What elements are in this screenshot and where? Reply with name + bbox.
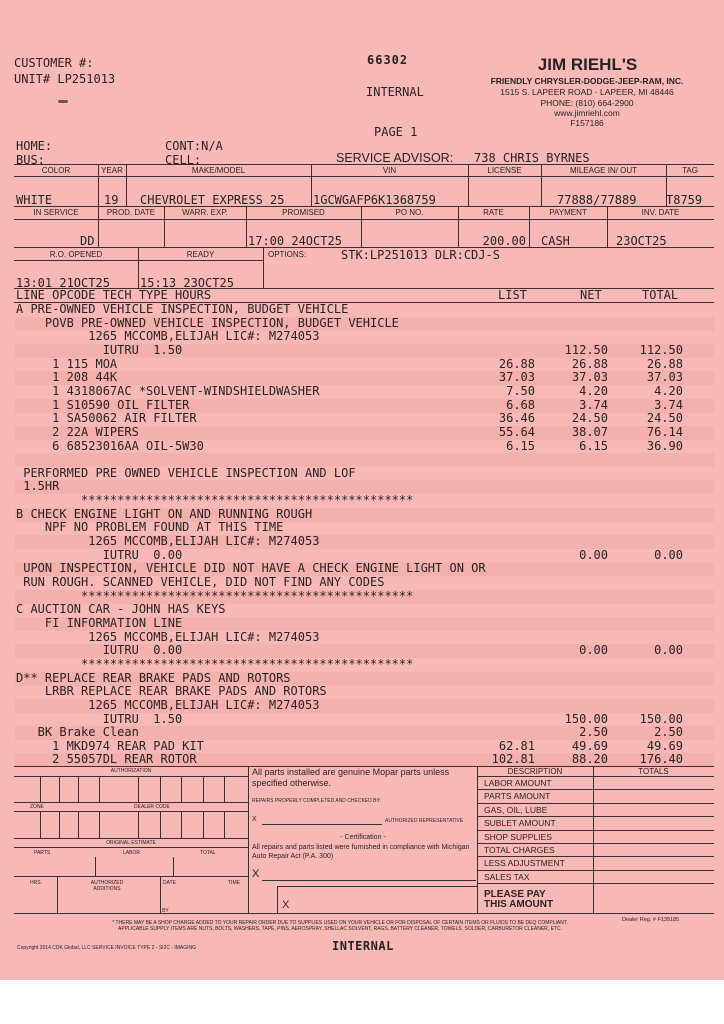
vehicle-make-model: CHEVROLET EXPRESS 25: [140, 193, 285, 207]
line-net: 6.15: [579, 438, 608, 453]
totals-header: TOTALS: [638, 767, 669, 776]
line-text: 1 S10590 OIL FILTER: [16, 397, 190, 412]
ro-opened-value: 13:01 21OCT25: [16, 276, 110, 290]
line-text: NPF NO PROBLEM FOUND AT THIS TIME: [16, 520, 284, 535]
dealer-phone: PHONE: (810) 664-2900: [540, 98, 634, 108]
line-total: 0.00: [654, 643, 683, 658]
dealer-name: JIM RIEHL'S: [537, 55, 638, 74]
line-text: 1 115 MOA: [16, 356, 118, 371]
line-text: IUTRU 0.00: [16, 547, 183, 562]
totals-row-label: TOTAL CHARGES: [484, 845, 555, 855]
payment-value: CASH: [541, 234, 570, 248]
line-net: 112.50: [564, 342, 608, 357]
totals-row-label: LESS ADJUSTMENT: [484, 858, 565, 869]
time-label: TIME: [228, 880, 240, 886]
line-text: UPON INSPECTION, VEHICLE DID NOT HAVE A CHECK ENGINE LIGHT ON OR: [16, 561, 486, 576]
line-net: 49.69: [571, 738, 608, 753]
home-label: HOME:: [16, 139, 53, 153]
authorized-representative-label: AUTHORIZED REPRESENTATIVE: [385, 818, 464, 824]
line-net: 38.07: [571, 424, 608, 439]
x-mark-bottom: X: [282, 899, 290, 911]
fine-print-2: APPLICABLE SUPPLY ITEMS ARE NUTS, BOLTS, WASHERS, TAPE, PINS, AEROSPRAY, SHELLAC SOLVENT, RAGS, BATTERY CLEANER, TOWELS, SOLDER, CARBURETOR CLEANER, ETC.: [118, 926, 562, 932]
warr-exp-header: WARR. EXP.: [182, 208, 228, 217]
line-net: 37.03: [571, 370, 608, 385]
copyright: Copyright 2014 CDK Global, LLC SERVICE INVOICE TYPE 2 - SI2C - IMAGING: [17, 945, 197, 951]
line-net: 0.00: [579, 643, 608, 658]
inv-date-value: 23OCT25: [616, 234, 667, 248]
ro-opened-header: R.O. OPENED: [49, 250, 103, 259]
tag-header: TAG: [682, 166, 698, 175]
repairs-checked-label: REPAIRS PROPERLY COMPLETED AND CHECKED BY:: [252, 798, 381, 804]
line-text: IUTRU 1.50: [16, 342, 183, 357]
line-text: LRBR REPLACE REAR BRAKE PADS AND ROTORS: [16, 684, 327, 699]
zone-label: ZONE: [30, 804, 44, 810]
line-text: **********************************************: [16, 588, 414, 603]
line-total: 0.00: [654, 547, 683, 562]
line-total: 112.50: [639, 342, 683, 357]
inv-date-header: INV. DATE: [641, 208, 680, 217]
po-no-header: PO NO.: [395, 208, 424, 217]
rate-header: RATE: [483, 208, 504, 217]
mileage-header: MILEAGE IN/ OUT: [569, 166, 638, 175]
line-text: 1265 MCCOMB,ELIJAH LIC#: M274053: [16, 629, 320, 644]
line-text: 1.5HR: [16, 479, 60, 494]
ink-mark: [58, 100, 68, 103]
line-net: 3.74: [579, 397, 608, 412]
line-text: 1 SA50062 AIR FILTER: [16, 411, 197, 426]
dealer-website: www.jimriehl.com: [554, 108, 620, 118]
line-text: RUN ROUGH. SCANNED VEHICLE, DID NOT FIND ANY CODES: [16, 575, 385, 589]
totals-row-label: GAS, OIL, LUBE: [484, 804, 548, 815]
line-list: 37.03: [498, 370, 535, 385]
vehicle-tag: T8759: [666, 193, 703, 207]
dealer-address: 1515 S. LAPEER ROAD · LAPEER, MI 48446: [500, 87, 674, 97]
service-advisor-label: SERVICE ADVISOR:: [336, 151, 454, 165]
customer-label: CUSTOMER #:: [14, 56, 94, 70]
prod-date-header: PROD. DATE: [106, 208, 156, 217]
line-total: 2.50: [654, 725, 683, 740]
line-text: POVB PRE-OWNED VEHICLE INSPECTION, BUDGET VEHICLE: [16, 315, 399, 330]
line-text: B CHECK ENGINE LIGHT ON AND RUNNING ROUGH: [16, 506, 313, 521]
line-text: 6 68523016AA OIL-5W30: [16, 438, 204, 453]
line-total: 36.90: [646, 438, 683, 453]
dealer-tagline: FRIENDLY CHRYSLER-DODGE-JEEP-RAM, INC.: [490, 76, 684, 86]
line-text: BK Brake Clean: [16, 725, 139, 740]
total-label: TOTAL: [200, 850, 216, 856]
line-net: 26.88: [571, 356, 608, 371]
line-total: 3.74: [654, 397, 683, 412]
cell-label: CELL:: [165, 153, 202, 167]
color-header: COLOR: [41, 166, 71, 175]
dealer-code-label: DEALER CODE: [134, 804, 170, 810]
page-number: PAGE 1: [374, 125, 418, 139]
unit-number: UNIT# LP251013: [14, 72, 116, 86]
x-mark-mid: X: [252, 868, 260, 880]
ready-header: READY: [186, 250, 215, 259]
line-text: 1 MKD974 REAR PAD KIT: [16, 738, 204, 753]
certification-title: - Certification -: [340, 834, 386, 841]
line-text: 1265 MCCOMB,ELIJAH LIC#: M274053: [16, 697, 320, 712]
line-list: 55.64: [498, 424, 535, 439]
dealer-reg: Dealer Reg. # F135185: [622, 917, 680, 923]
date-label: DATE: [163, 880, 176, 886]
line-text: 1 4318067AC *SOLVENT-WINDSHIELDWASHER: [16, 383, 320, 398]
year-header: YEAR: [101, 166, 123, 175]
line-text: IUTRU 1.50: [16, 711, 183, 726]
in-service-header: IN SERVICE: [33, 208, 79, 217]
by-label: BY: [162, 908, 169, 914]
vin-header: VIN: [382, 166, 397, 175]
line-list: 36.46: [498, 411, 535, 426]
line-total: 37.03: [646, 370, 683, 385]
hrs-label: HRS.: [30, 880, 42, 886]
vehicle-year: 19: [104, 193, 119, 207]
line-text: FI INFORMATION LINE: [16, 615, 183, 630]
line-net: 150.00: [564, 711, 608, 726]
service-advisor-value: 738 CHRIS BYRNES: [474, 151, 590, 165]
line-list: 6.15: [506, 438, 535, 453]
lines-header-net: NET: [580, 288, 602, 302]
line-total: 24.50: [646, 411, 683, 426]
line-text: 2 55057DL REAR ROTOR: [16, 752, 197, 767]
line-text: 1265 MCCOMB,ELIJAH LIC#: M274053: [16, 534, 320, 549]
promised-value: 17:00 24OCT25: [248, 234, 342, 248]
fine-print-1: * THERE MAY BE A SHOP CHARGE ADDED TO YOUR REPAIR ORDER DUE TO SUPPLIES USED ON YOUR VEHICLE OR FOR DISPOSAL OF CERTAIN ITEMS OR FLUIDS TO BE DEQ COMPLIANT.: [112, 920, 568, 926]
line-list: 102.81: [491, 752, 535, 767]
internal-top: INTERNAL: [366, 85, 424, 99]
line-list: 6.68: [506, 397, 535, 412]
ready-value: 15:13 23OCT25: [140, 276, 234, 290]
x-mark-top: X: [252, 816, 257, 823]
mopar-note: All parts installed are genuine Mopar parts unless specified otherwise.: [252, 767, 450, 788]
line-total: 49.69: [646, 738, 683, 753]
vehicle-color: WHITE: [16, 193, 53, 207]
line-list: 7.50: [506, 383, 535, 398]
promised-header: PROMISED: [282, 208, 325, 217]
lines-header-list: LIST: [498, 288, 527, 302]
vehicle-vin: 1GCWGAFP6K1368759: [313, 193, 436, 207]
authorization-label: AUTHORIZATION: [110, 768, 152, 774]
totals-row-label: SUBLET AMOUNT: [484, 818, 556, 829]
line-text: A PRE-OWNED VEHICLE INSPECTION, BUDGET VEHICLE: [16, 302, 349, 316]
options-header: OPTIONS:: [268, 250, 307, 259]
line-total: 76.14: [646, 424, 683, 439]
cont-label: CONT:N/A: [165, 139, 223, 153]
line-text: 2 22A WIPERS: [16, 424, 139, 439]
lines-header-total: TOTAL: [642, 288, 679, 302]
line-text: 1265 MCCOMB,ELIJAH LIC#: M274053: [16, 329, 320, 344]
totals-row-label: SHOP SUPPLIES: [484, 831, 552, 842]
in-service-value: DD: [80, 234, 95, 248]
line-net: 88.20: [571, 752, 608, 767]
totals-row-label: PARTS AMOUNT: [484, 791, 551, 802]
line-total: 150.00: [639, 711, 683, 726]
line-total: 26.88: [646, 356, 683, 371]
this-amount-label: THIS AMOUNT: [484, 899, 554, 910]
parts-label: PARTS: [34, 850, 51, 856]
line-text: PERFORMED PRE OWNED VEHICLE INSPECTION AND LOF: [16, 465, 356, 480]
line-net: 4.20: [579, 383, 608, 398]
payment-header: PAYMENT: [549, 208, 587, 217]
internal-bottom: INTERNAL: [332, 939, 394, 953]
line-list: 26.88: [498, 356, 535, 371]
ro-number: 66302: [367, 53, 409, 67]
options-value: STK:LP251013 DLR:CDJ-S: [341, 248, 500, 262]
line-net: 24.50: [571, 411, 608, 426]
dealer-code: F157186: [570, 118, 604, 128]
line-list: 62.81: [498, 738, 535, 753]
vehicle-mileage: 77888/77889: [557, 193, 637, 207]
bus-label: BUS:: [16, 153, 45, 167]
line-text: **********************************************: [16, 493, 414, 508]
totals-row-label: SALES TAX: [484, 871, 530, 882]
line-total: 4.20: [654, 383, 683, 398]
authorized-additions-label: AUTHORIZED ADDITIONS: [90, 880, 124, 892]
totals-row-label: LABOR AMOUNT: [484, 778, 552, 788]
license-header: LICENSE: [487, 166, 522, 175]
please-pay-label: PLEASE PAY: [484, 889, 546, 900]
original-estimate-label: ORIGINAL ESTIMATE: [106, 840, 156, 846]
lines-header-left: LINE OPCODE TECH TYPE HOURS: [16, 288, 212, 302]
line-text: 1 208 44K: [16, 370, 118, 385]
labor-label: LABOR: [123, 850, 140, 856]
line-text: **********************************************: [16, 656, 414, 671]
line-net: 2.50: [579, 725, 608, 740]
make-model-header: MAKE/MODEL: [191, 166, 246, 175]
rate-value: 200.00: [482, 234, 526, 248]
line-net: 0.00: [579, 547, 608, 562]
line-text: C AUCTION CAR - JOHN HAS KEYS: [16, 602, 226, 617]
certification-text: All repairs and parts listed were furnished in compliance with Michigan Auto Repair Act (P.A. 300): [252, 844, 470, 860]
line-total: 176.40: [639, 752, 683, 767]
line-text: D** REPLACE REAR BRAKE PADS AND ROTORS: [16, 670, 291, 685]
description-header: DESCRIPTION: [507, 767, 563, 776]
line-text: IUTRU 0.00: [16, 643, 183, 658]
